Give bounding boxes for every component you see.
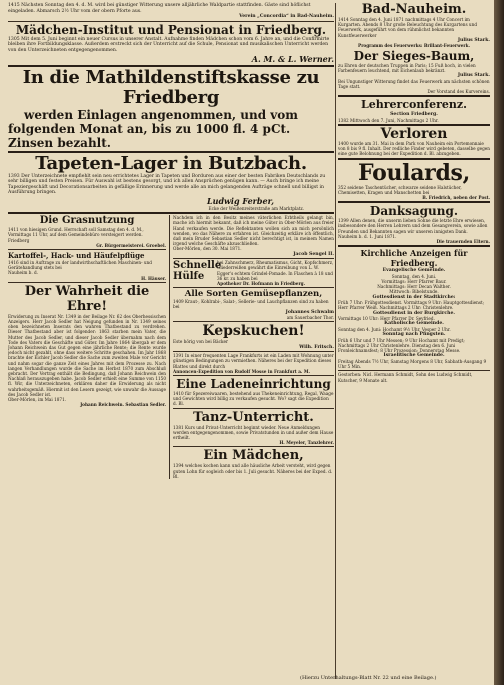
ad-text: 1399 Allen denen, die unserm lieben Sohne die letzte Ehre erwiesen, insbesondere den Herren Lehrern und dem Gesangverein, sowie allen Freunden und Bekannten sagen wir unseren innigsten Dank. [338, 218, 488, 234]
section-line: Vormittags: Herr Pfarrer Baur. [381, 279, 447, 285]
ad-title: In die Mathildenstiftskasse zu Friedberg [22, 66, 320, 108]
ad-text: 1305 Mit dem 5. Juni beginnt ein neuer Cursus in unserer Anstalt. Aufnahme finden Mädchen schon vom 6. Jahre an, und die Confirmirte bleiben ihre Fortbildungsklasse. Außerdem erstreckt sich der Unterricht auf die Schule, Pensionat und musikalischen Unterricht werden von den Unterzeichneten entgegengenommen. [8, 36, 330, 53]
ad-note: Bei Ungunstiger Witterung findet das Feuerwerk am nächsten schönen Tage statt. [338, 78, 490, 89]
ad-text: 1400 wurde am 31. Mai in dem Park von Nauheim ein Portemonnaie von 8 bis 9 fl. Inhalt. Der redliche Finder wird gebeten, dasselbe gegen eine gute Belohnung bei der Expedition d. Bl. abzugeben. [338, 141, 490, 157]
section-title: Kirchliche Anzeigen für Friedberg. [360, 248, 468, 269]
ad-title: Mädchen-Institut und Pensionat in Friedberg. [15, 22, 327, 37]
ad-place: Friedberg [8, 237, 30, 243]
ad-lehrerconferenz [338, 98, 490, 123]
ad-line: Zinsen bezahlt. [8, 135, 111, 150]
ad-title: Danksagung. [369, 204, 459, 219]
ad-waldpartie [8, 3, 334, 20]
section-subtitle: Sonntag nach Pfingsten. [382, 332, 446, 338]
ad-place: Nauheim b. d. [8, 270, 39, 276]
section-line: Sonntag, den 4. Juni. [391, 273, 437, 279]
sub-column-a [8, 215, 170, 479]
ad-place: Ober-Mörlen, den 30. Mai 1871. [173, 246, 242, 252]
ad-subtitle: Section Friedberg. [390, 112, 438, 118]
column-divider [335, 3, 336, 679]
ad-text: 1414 Sonntag den 4. Juni 1871 nachmittags 4 Uhr Concert im Kurgarten. Abends 8 Uhr große Beleuchtung des Kurgartens und Feuerwerk, ausgeführt von dem rühmlichst bekannten Kunstfeuerwerker [338, 17, 478, 38]
left-column [8, 3, 334, 479]
ad-signature: Apotheker Dr. Hofmann in Friedberg. [217, 280, 306, 286]
ad-text: 1391 In einer frequenten Lage Frankfurts ist ein Laden mit Wohnung unter günstigen Bedingungen zu vermiethen. Näheres bei der Expedition dieses Blattes und direkt durch [173, 353, 334, 369]
ad-foulards [338, 161, 490, 201]
ad-signature: Die trauernden Eltern. [436, 239, 490, 245]
ad-signature: B. Friedrich, neben der Post. [422, 195, 490, 201]
ad-text: 352 seidene Taschentücher, schwarze seidene Halstücher, Chemisetten, Kragen und Manschetten bei [338, 184, 462, 195]
ad-signature: Wilh. Fritsch. [299, 344, 334, 350]
ad-bad-nauheim [338, 3, 490, 94]
ad-place: Nauheim b. d. 1. Juni 1871. [338, 233, 397, 239]
ad-title: Kartoffel-, Hack- und Häufelpflüge [8, 250, 145, 260]
section-subtitle: Katholische Gemeinde. [384, 321, 444, 327]
section-text: Freitag Abends 7½ Uhr, Samstag Morgens 8 Uhr, Sabbath-Ausgang 9 Uhr 5 Min. [338, 359, 487, 370]
ad-signature-sub: am Sauerbacher Thor. [286, 315, 334, 321]
ad-title: Schnelle Hülfe [173, 260, 222, 283]
section-subtitle: Gottesdienst in der Burgkirche. [373, 310, 455, 316]
section-text: Früh 7 Uhr: Frühgottesdienst. Vormittags 9 Uhr: Hauptgottesdienst; Herr Pfarrer Weiß. Nachmittags 2 Uhr: Christenlehre. [338, 300, 485, 311]
ad-title: Der Wahrheit die Ehre! [24, 283, 150, 314]
ad-schnelle-hilfe [173, 260, 334, 286]
book-spine [494, 0, 504, 685]
right-column [338, 3, 490, 383]
ad-text: Este hörig von bei Bäcker [173, 339, 228, 345]
ad-entry: Der Vorstand des Kurvereins. [427, 89, 490, 95]
ad-title: Eine Ladeneinrichtung [176, 376, 331, 391]
ad-title: Bad-Nauheim. [361, 2, 467, 17]
ad-signature-sub: Ecke der Weißenreiterstraße am Marktplatz. [208, 205, 304, 211]
ad-maedchen [173, 448, 334, 479]
section-subtitle: Evangelische Gemeinde. [382, 268, 446, 274]
ad-title: Foulards, [357, 159, 471, 186]
ad-title: Ein Mädchen, [203, 448, 304, 464]
ad-signature: Verein „Concordia“ in Bad-Nauheim. [239, 14, 334, 20]
ad-kuchen [173, 323, 334, 350]
ad-title: Kepskuchen! [202, 323, 305, 340]
ad-tapeten [8, 154, 334, 212]
ad-subtitle: Der Sieges-Baum, [353, 48, 475, 63]
ad-program: Programm des Feuerwerks: Brillant-Feuerwerk. [358, 43, 470, 49]
ad-signature: H. Meyeler, Tanzlehrer. [279, 440, 334, 446]
ad-title: Alle Sorten Gemüsepflanzen, [184, 289, 323, 300]
ad-signature: Johann Reichwein. Sebastian Sedler. [80, 402, 167, 408]
ad-laden-frankfurt [173, 353, 334, 374]
ad-signature: Julius Stark. [457, 73, 490, 79]
ad-text: 1381 Kurs und Privat-Unterricht beginnt wieder. Neue Anmeldungen werden entgegengenommen, sowie Privatstunden in und außer dem Hause ertheilt. [173, 424, 334, 440]
ad-danksagung [338, 204, 490, 244]
ad-text: 1415 Nächsten Sonntag den 4. d. M. wird bei günstiger Witterung unsere alljährliche Waldpartie stattfinden. Gäste sind höflichst eingeladen. Abmarsch 2½ Uhr vom der obern Pforte aus. [8, 3, 311, 14]
ad-text: 1409 Kraut-, Kohlrabi-, Salat-, Sellerie- und Lauchpflanzen sind zu haben bei [173, 299, 329, 310]
ad-text: 1416 sind in Auftrage zu der landwirthschaftlichen Maschinen- und Gerätehandlung stets bei [8, 259, 152, 271]
ad-ladeneinrichtung [173, 377, 334, 407]
footer-note: (Hierzu Unterhaltungs-Blatt Nr. 22 und eine Beilage.) [300, 675, 437, 681]
section-line: Nachmittags: Herr Decan Walther. [377, 284, 451, 290]
ad-text: Erwiderung zu Inserat Nr. 1349 in der Beilage Nr. 62 des Oberhessischen Anzeigers. Herr Jacob Sedler hat Neigung gefunden in Nr. 1349 seines oben bezeichneten Inserats den wahren Thatbestand zu verdrehen. Dieser Thatbestand aber ist folgender: 1863 starben mein Vater, die Mutter des Jacob Sedler, und dieser Jacob Sedler übernahm nach dem Tode des Vaters die Geschäfte und Güter. Im Jahre 1864 übergab er dem Johann Reichwein das Gut gegen eine jährliche Rente; die Rente wurde jedoch nicht gezahlt, ohne dass weitere Schritte geschahen. Im Jahr 1868 brachte der Eichler Jacob Sedler die Sache zum zweiten Male vor Gericht und nahm sogar die ganze Zeit eines Jahres mit dem Prozesse zu. Nach langen Verhandlungen wurde die Sache im Herbst 1870 zum Abschluß gebracht. Der Vertrag enthält die Bedingung, daß Johann Reichwein den Nachlaß herauszugeben habe. Jacob Sedler erhielt eine Summe von 1150 fl. Wir, die Unterzeichneten, erklären daher die Erwiderung als nicht wahrheitsgemäß. Hiermit ist den Lesern gezeigt, wie unwahr die Aussage des Jacob Sedler ist. [8, 313, 167, 397]
ad-title: Tanz-Unterricht. [193, 409, 314, 425]
ad-text: Nachdem ich in den Besitz meines väterlichen Erbtheils gelangt bin, mache ich hiermit bekannt, daß ich meine Güter in Ober-Mörlen aus freier Hand verkaufen werde. Die Reflektanten wollen sich an mich persönlich wenden, wo das Nähere zu erfahren ist. Gleichzeitig erkläre ich öffentlich, daß mein Bruder Sebastian Sedler nicht berechtigt ist, in meinem Namen irgend welche Geschäfte abzuschließen. [173, 215, 334, 247]
ad-text: 1393 Der Unterzeichnete empfiehlt sein neu errichtetes Lager in Tapeten und Borduren aus einer der besten Fabriken Deutschlands zu sehr billigen und festen Preisen. Für Auswahl ist bestens gesorgt, und ich allen Ansprüchen genügen kann. — Auch bringe ich meine Tapeziergeschäft und Decorationsarbeiten in gefällige Erinnerung und werde alle an mich gelangenden Aufträge schnell und billigst in Ausführung bringen. [8, 173, 326, 196]
section-text: Sonntag den 4. Juni: Hochamt 9½ Uhr, Vesper 2 Uhr. [338, 327, 451, 333]
ad-text: 1394 welches kochen kann und alle häusliche Arbeit versteht, wird gegen guten Lohn für sogleich oder bis 1. Juli gesucht. Näheres bei der Exped. d. Bl. [173, 463, 333, 479]
ad-signature: Annoncen-Expedition von Rudolf Mosse in Frankfurt a. M. [173, 368, 310, 374]
section-text: Gestorben: Nicl. Hermann Schmidt, Sohn des Ludwig Schmidt, Kutscher, 9 Monate alt. [338, 372, 473, 383]
ad-title: Lehrerconferenz. [361, 98, 467, 112]
ad-signature: Jacob Sengel II. [293, 251, 334, 257]
lower-left-area [8, 215, 334, 479]
section-text: Früh 6 Uhr und 7 Uhr Messen; 9 Uhr Hochamt mit Predigt; Nachmittags 2 Uhr Christenlehre. Dienstag den 6. Juni Fronleichnamsfest; 8 Uhr Prozession; Donnerstag Messe. [338, 337, 465, 354]
ad-signature: Johannes Schwalm [285, 309, 334, 315]
section-subtitle: Israelitische Gemeinde. [383, 353, 445, 359]
ad-kartoffel [8, 251, 166, 281]
ad-grasnutzung [8, 215, 166, 248]
ad-gemuese [173, 289, 334, 320]
section-subtitle: Gottesdienst in der Stadtkirche: [372, 294, 456, 300]
ad-text: 1382 Mittwoch den 7. Juni, Nachmittags 2 Uhr. [338, 117, 439, 123]
ad-text: zu Ehren der deutschen Truppen in Paris; 15 Fuß hoch, in vielen Farbenfeuern leuchtend, mit Eichenlaub bekränzt. [338, 62, 476, 73]
ad-line: werden Einlagen angenommen, und vom [24, 107, 298, 122]
ad-erbschaft [173, 215, 334, 257]
ad-line: folgenden Monat an, bis zu 1000 fl. 4 pCt. [8, 121, 291, 136]
ad-signature: Julius Stark. [457, 37, 490, 43]
ad-signature: A. M. & L. Werner. [251, 53, 334, 64]
section-text: Vormittags 10 Uhr: Herr Pfarrer Dr. Seyfried. [338, 316, 435, 322]
ad-signature: H. Häuser. [141, 275, 167, 281]
ad-signature: Ludwig Ferber, [207, 195, 274, 206]
sub-column-b [170, 215, 334, 479]
ad-tanz [173, 410, 334, 446]
section-line: Mittwoch: Bibelstunde. [389, 289, 439, 295]
ad-wahrheit [8, 284, 166, 408]
ad-place: Ober-Mörlen, im Mai 1871. [8, 397, 67, 403]
ad-title: Tapeten-Lager in Butzbach. [35, 152, 307, 174]
ad-maedchen-institut [8, 23, 334, 64]
ad-text: 1410 für Spezereiwaaren, bestehend aus Thekeneinrichtung, Regal, Waage und Gewichten wird billig zu verkaufen gesucht. Wo? sagt die Expedition d. Bl. [173, 390, 334, 407]
ad-mathildenstift [8, 68, 334, 150]
ad-signature: Gr. Bürgermeisterei. Groebel. [96, 242, 167, 248]
ad-text: 1411 von hiesigen Grund. Herrschaft soll Samstag den 4. d. M., Vormittags 11 Uhr, auf dem Gemeindebüro versteigert werden. [8, 227, 144, 238]
ad-title: Die Grasnutzung [39, 215, 135, 227]
kirchliche-anzeigen [338, 248, 490, 383]
ad-title: Verloren [380, 126, 448, 143]
ad-text: bei Zahnschmerz, Rheumatismus, Gicht, Kopfschmerz, Gliederreißen gewährt die Einreibung von L. W. Egger's echtem Grindel-Pomade. In Flaschen à 18 und 36 kr. zu haben bei [217, 260, 334, 281]
ad-verloren [338, 127, 490, 157]
